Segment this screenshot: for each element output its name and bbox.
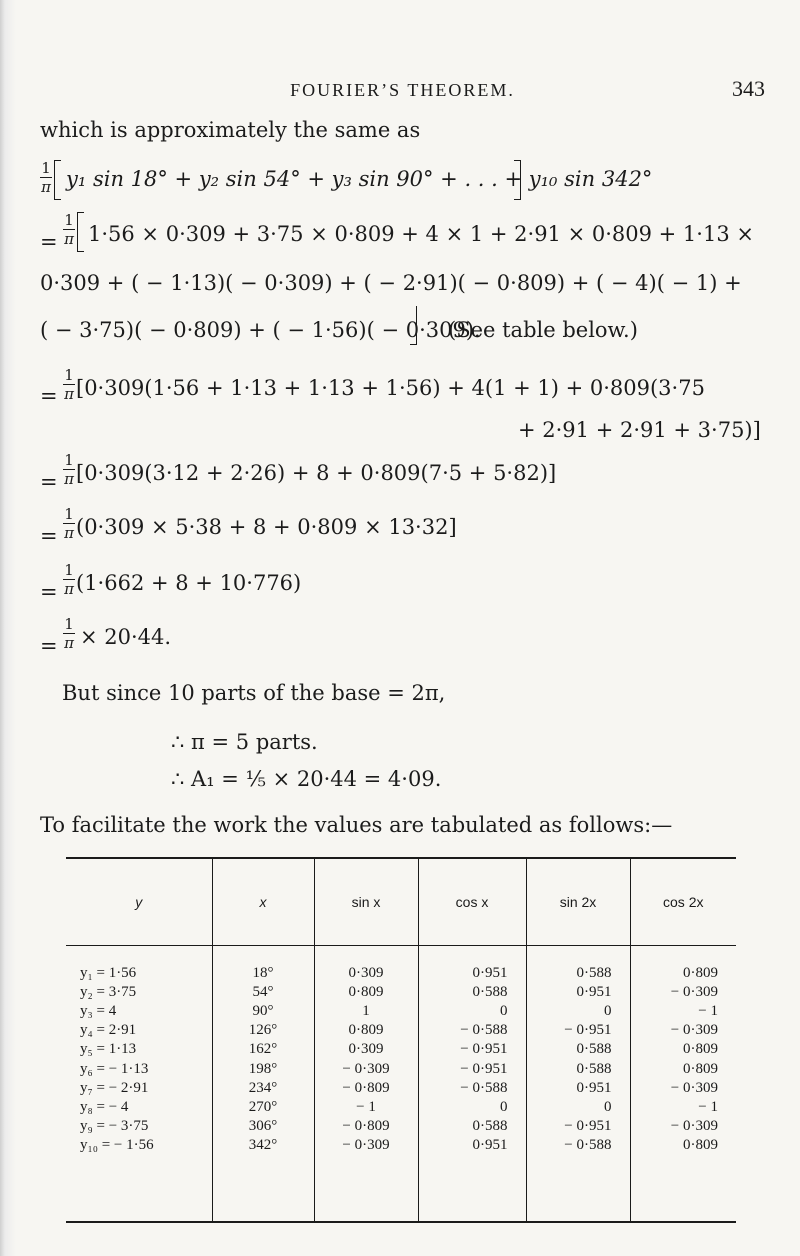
- left-bracket: [54, 160, 61, 200]
- table-cell: 270°: [248, 1098, 278, 1115]
- fraction-numerator: 1: [64, 505, 74, 523]
- table-cell: 0·809: [683, 964, 718, 981]
- table-cell: 0: [500, 1098, 508, 1115]
- step-1-line-a: [0·309(1·56 + 1·13 + 1·13 + 1·56) + 4(1 + 1) + 0·809(3·75: [76, 376, 705, 400]
- table-cell: 0·951: [576, 983, 612, 1000]
- fraction-numerator: 1: [41, 159, 51, 177]
- fraction-numerator: 1: [64, 366, 74, 384]
- equals-sign: =: [40, 524, 58, 548]
- table-cell: 1: [362, 1002, 370, 1019]
- table-body-row: [66, 945, 736, 1221]
- fraction-one-over-pi: [63, 562, 75, 597]
- column-header-sin-2x: sin 2x: [526, 859, 630, 945]
- step-5: × 20·44.: [80, 625, 172, 649]
- table-cell: 0·809: [348, 1022, 384, 1039]
- table-cell: y₂ = 3·75: [80, 983, 137, 1000]
- step-4: (1·662 + 8 + 10·776): [76, 571, 302, 595]
- expression-line-1: y₁ sin 18° + y₂ sin 54° + y₃ sin 90° + . . . + y₁₀ sin 342°: [66, 167, 653, 191]
- fraction-denominator: π: [64, 385, 74, 403]
- fraction-denominator: π: [64, 634, 74, 652]
- expression-line-3: 0·309 + ( − 1·13)( − 0·309) + ( − 2·91)( − 0·809) + ( − 4)( − 1) +: [40, 271, 742, 295]
- equals-sign: =: [40, 470, 58, 494]
- table-cell: − 0·809: [342, 1079, 390, 1096]
- table-cell: 0: [604, 1002, 612, 1019]
- table-cell: y₄ = 2·91: [80, 1022, 137, 1039]
- fraction-numerator: 1: [64, 561, 74, 579]
- table-cell: − 0·588: [460, 1022, 508, 1039]
- table-cell: 0·588: [576, 1060, 612, 1077]
- table-cell: 162°: [248, 1041, 278, 1058]
- running-title: FOURIER’S THEOREM.: [290, 80, 515, 100]
- table-cell: − 0·309: [670, 1079, 718, 1096]
- therefore-a1-line: ∴ A₁ = ⅕ × 20·44 = 4·09.: [171, 767, 442, 791]
- table-cell: − 0·951: [564, 1118, 612, 1135]
- table-cell: 0·809: [348, 983, 384, 1000]
- table-cell: − 0·809: [342, 1118, 390, 1135]
- fraction-one-over-pi: [63, 616, 75, 651]
- expression-line-4: ( − 3·75)( − 0·809) + ( − 1·56)( − 0·309).: [40, 318, 481, 342]
- column-header-cos-x: cos x: [418, 859, 526, 945]
- intro-text: which is approximately the same as: [40, 118, 421, 142]
- table-cell: − 0·309: [670, 1022, 718, 1039]
- column-header-sin-x: sin x: [314, 859, 418, 945]
- but-since-text: But since 10 parts of the base = 2π,: [62, 681, 446, 705]
- table-cell: 90°: [252, 1002, 274, 1019]
- page-binding-edge: [0, 0, 16, 1256]
- column-cos-x-values: [418, 945, 526, 1221]
- left-bracket: [77, 212, 84, 252]
- column-sin-x-values: [314, 945, 418, 1221]
- table-cell: 0·588: [472, 1118, 508, 1135]
- table-cell: 0: [500, 1002, 508, 1019]
- step-2: [0·309(3·12 + 2·26) + 8 + 0·809(7·5 + 5·82)]: [76, 461, 557, 485]
- page-header: [40, 76, 765, 106]
- table-cell: 126°: [248, 1022, 278, 1039]
- equals-sign: =: [40, 384, 58, 408]
- table-cell: y₇ = − 2·91: [80, 1079, 149, 1096]
- table-cell: 306°: [248, 1118, 278, 1135]
- fraction-denominator: π: [64, 470, 74, 488]
- table-cell: 0·951: [472, 964, 508, 981]
- table-cell: y₁ = 1·56: [80, 964, 137, 981]
- values-table: [66, 857, 736, 1223]
- equals-sign: =: [40, 634, 58, 658]
- table-cell: 0·588: [472, 983, 508, 1000]
- page-number: 343: [732, 76, 765, 101]
- table-cell: 0·951: [472, 1137, 508, 1154]
- table-cell: − 1: [698, 1098, 718, 1115]
- column-header-x: x: [212, 859, 314, 945]
- table-reference-note: (See table below.): [448, 318, 638, 342]
- right-bracket: [514, 160, 521, 200]
- table-cell: y₈ = − 4: [80, 1098, 129, 1115]
- fraction-numerator: 1: [64, 615, 74, 633]
- table-cell: − 1: [698, 1002, 718, 1019]
- fraction-numerator: 1: [64, 451, 74, 469]
- therefore-pi-line: ∴ π = 5 parts.: [171, 730, 318, 754]
- table-cell: − 0·309: [342, 1060, 390, 1077]
- table-cell: 0·309: [348, 964, 384, 981]
- column-x-values: [212, 945, 314, 1221]
- fraction-one-over-pi: [40, 160, 52, 195]
- table-cell: 0: [604, 1098, 612, 1115]
- values-table-grid: [66, 859, 736, 1221]
- fraction-one-over-pi: [63, 506, 75, 541]
- fraction-denominator: π: [64, 230, 74, 248]
- fraction-denominator: π: [64, 580, 74, 598]
- step-3: (0·309 × 5·38 + 8 + 0·809 × 13·32]: [76, 515, 457, 539]
- fraction-one-over-pi: [63, 212, 75, 247]
- step-1-line-b: + 2·91 + 2·91 + 3·75)]: [518, 418, 761, 442]
- table-cell: − 0·309: [670, 983, 718, 1000]
- table-header-row: [66, 859, 736, 945]
- fraction-numerator: 1: [64, 211, 74, 229]
- table-cell: 0·809: [683, 1060, 718, 1077]
- fraction-denominator: π: [41, 178, 51, 196]
- table-cell: 234°: [248, 1079, 278, 1096]
- table-cell: 0·588: [576, 964, 612, 981]
- table-cell: y₅ = 1·13: [80, 1041, 137, 1058]
- expression-line-2: 1·56 × 0·309 + 3·75 × 0·809 + 4 × 1 + 2·91 × 0·809 + 1·13 ×: [88, 222, 754, 246]
- equals-sign: =: [40, 580, 58, 604]
- table-cell: 0·951: [576, 1079, 612, 1096]
- equals-sign: =: [40, 230, 58, 254]
- table-cell: y₆ = − 1·13: [80, 1060, 149, 1077]
- table-cell: − 0·309: [670, 1118, 718, 1135]
- table-cell: − 1: [356, 1098, 376, 1115]
- table-cell: − 0·951: [460, 1060, 508, 1077]
- table-cell: 198°: [248, 1060, 278, 1077]
- table-cell: 0·309: [348, 1041, 384, 1058]
- column-y-values: [66, 945, 212, 1221]
- table-cell: 0·588: [576, 1041, 612, 1058]
- table-cell: y₁₀ = − 1·56: [80, 1137, 154, 1154]
- fraction-one-over-pi: [63, 452, 75, 487]
- table-cell: − 0·951: [460, 1041, 508, 1058]
- table-cell: − 0·951: [564, 1022, 612, 1039]
- table-cell: 18°: [252, 964, 274, 981]
- column-cos-2x-values: [630, 945, 736, 1221]
- table-cell: y₃ = 4: [80, 1002, 117, 1019]
- column-header-y: y: [66, 859, 212, 945]
- table-cell: 342°: [248, 1137, 278, 1154]
- table-cell: 0·809: [683, 1041, 718, 1058]
- table-cell: − 0·588: [460, 1079, 508, 1096]
- fraction-one-over-pi: [63, 367, 75, 402]
- table-cell: − 0·309: [342, 1137, 390, 1154]
- table-cell: − 0·588: [564, 1137, 612, 1154]
- fraction-denominator: π: [64, 524, 74, 542]
- facilitate-text: To facilitate the work the values are tabulated as follows:—: [40, 813, 673, 837]
- table-cell: y₉ = − 3·75: [80, 1118, 149, 1135]
- table-cell: 54°: [252, 983, 274, 1000]
- column-sin-2x-values: [526, 945, 630, 1221]
- table-cell: 0·809: [683, 1137, 718, 1154]
- right-bracket: [410, 306, 417, 345]
- column-header-cos-2x: cos 2x: [630, 859, 736, 945]
